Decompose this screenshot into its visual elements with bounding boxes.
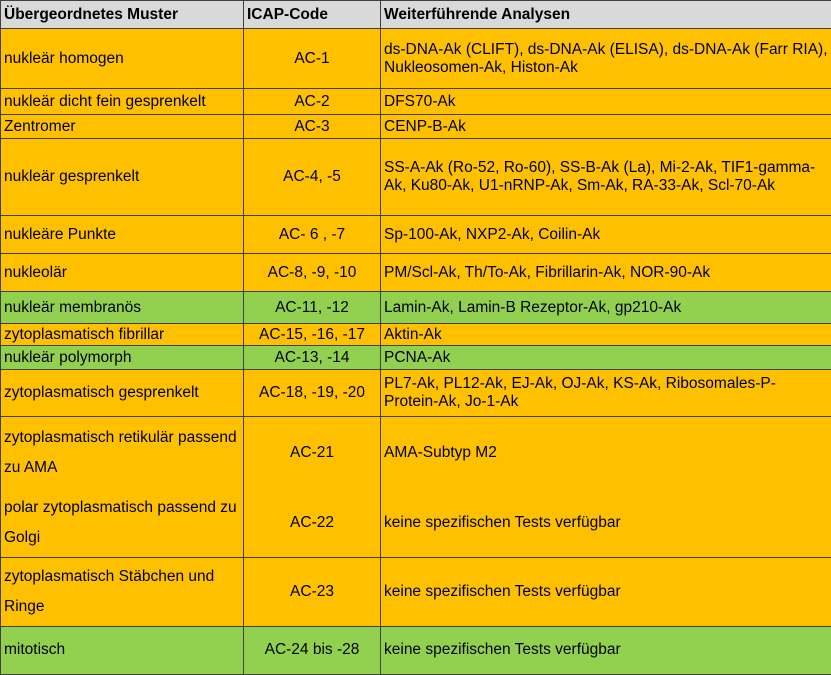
table-row	[1, 626, 831, 674]
icap-code-cell: AC-8, -9, -10	[244, 254, 381, 292]
header-icap-code: ICAP-Code	[244, 1, 381, 29]
analysen-cell: CENP-B-Ak	[381, 115, 831, 139]
analysen-cell: PM/Scl-Ak, Th/To-Ak, Fibrillarin-Ak, NOR-90-Ak	[381, 254, 831, 292]
muster-cell: nukleär polymorph	[1, 346, 244, 370]
analysen-cell: PL7-Ak, PL12-Ak, EJ-Ak, OJ-Ak, KS-Ak, Ribosomales-P-Protein-Ak, Jo-1-Ak	[381, 370, 831, 417]
muster-cell: nukleolär	[1, 254, 244, 292]
analysen-cell: AMA-Subtyp M2	[381, 417, 831, 489]
muster-cell: zytoplasmatisch Stäbchen und Ringe	[1, 557, 244, 626]
icap-code-cell: AC-24 bis -28	[244, 626, 381, 674]
table-row	[1, 115, 831, 139]
muster-cell: zytoplasmatisch retikulär passend zu AMA	[1, 417, 244, 489]
icap-code-cell: AC-1	[244, 29, 381, 89]
icap-code-cell: AC-23	[244, 557, 381, 626]
analysen-cell: Lamin-Ak, Lamin-B Rezeptor-Ak, gp210-Ak	[381, 292, 831, 324]
icap-code-cell: AC-2	[244, 89, 381, 115]
icap-code-cell: AC-18, -19, -20	[244, 370, 381, 417]
muster-cell: Zentromer	[1, 115, 244, 139]
muster-cell: polar zytoplasmatisch passend zu Golgi	[1, 489, 244, 558]
table-row	[1, 489, 831, 558]
muster-cell: mitotisch	[1, 626, 244, 674]
analysen-cell: keine spezifischen Tests verfügbar	[381, 557, 831, 626]
table-row	[1, 292, 831, 324]
table-row	[1, 139, 831, 216]
table-row	[1, 216, 831, 254]
muster-cell: zytoplasmatisch gesprenkelt	[1, 370, 244, 417]
analysen-cell: ds-DNA-Ak (CLIFT), ds-DNA-Ak (ELISA), ds-DNA-Ak (Farr RIA), Nukleosomen-Ak, Histon-Ak	[381, 29, 831, 89]
header-analysen: Weiterführende Analysen	[381, 1, 831, 29]
muster-cell: nukleäre Punkte	[1, 216, 244, 254]
analysen-cell: SS-A-Ak (Ro-52, Ro-60), SS-B-Ak (La), Mi-2-Ak, TIF1-gamma-Ak, Ku80-Ak, U1-nRNP-Ak, Sm-Ak, RA-33-Ak, Scl-70-Ak	[381, 139, 831, 216]
table-row	[1, 557, 831, 626]
icap-code-cell: AC-15, -16, -17	[244, 324, 381, 346]
icap-code-cell: AC- 6 , -7	[244, 216, 381, 254]
analysen-cell: keine spezifischen Tests verfügbar	[381, 489, 831, 558]
table-row	[1, 254, 831, 292]
analysen-cell: Aktin-Ak	[381, 324, 831, 346]
icap-code-cell: AC-13, -14	[244, 346, 381, 370]
table-row	[1, 29, 831, 89]
analysen-cell: keine spezifischen Tests verfügbar	[381, 626, 831, 674]
muster-cell: nukleär gesprenkelt	[1, 139, 244, 216]
icap-code-cell: AC-4, -5	[244, 139, 381, 216]
table-row	[1, 370, 831, 417]
muster-cell: nukleär dicht fein gesprenkelt	[1, 89, 244, 115]
table-row	[1, 346, 831, 370]
table-row	[1, 417, 831, 489]
analysen-cell: Sp-100-Ak, NXP2-Ak, Coilin-Ak	[381, 216, 831, 254]
header-muster: Übergeordnetes Muster	[1, 1, 244, 29]
table-header-row	[1, 1, 831, 29]
analysen-cell: PCNA-Ak	[381, 346, 831, 370]
icap-code-cell: AC-22	[244, 489, 381, 558]
table-row	[1, 324, 831, 346]
analysen-cell: DFS70-Ak	[381, 89, 831, 115]
icap-code-cell: AC-3	[244, 115, 381, 139]
table-row	[1, 89, 831, 115]
icap-code-cell: AC-21	[244, 417, 381, 489]
icap-code-cell: AC-11, -12	[244, 292, 381, 324]
muster-cell: zytoplasmatisch fibrillar	[1, 324, 244, 346]
muster-cell: nukleär homogen	[1, 29, 244, 89]
muster-cell: nukleär membranös	[1, 292, 244, 324]
